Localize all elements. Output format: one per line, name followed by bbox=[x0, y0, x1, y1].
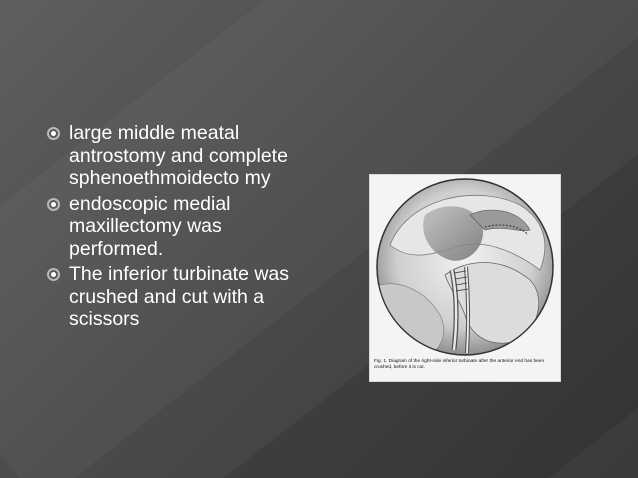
bullet-list bbox=[45, 122, 315, 334]
bullet-icon bbox=[47, 268, 60, 281]
figure-caption: Fig. 1. Diagram of the right-side inferior turbinate after the anterior end has been crushed, before it is cut. bbox=[374, 359, 545, 370]
bullet-icon bbox=[47, 127, 60, 140]
bullet-item bbox=[45, 193, 315, 261]
bullet-item bbox=[45, 122, 315, 190]
endoscopic-figure bbox=[370, 175, 560, 381]
bullet-item bbox=[45, 263, 315, 331]
bullet-text: The inferior turbinate was crushed and cut with a scissors bbox=[69, 263, 290, 330]
bullet-icon bbox=[47, 198, 60, 211]
turbinate-illustration bbox=[370, 175, 560, 359]
bullet-text: large middle meatal antrostomy and complete sphenoethmoidecto my bbox=[69, 122, 288, 189]
bullet-text: endoscopic medial maxillectomy was performed. bbox=[69, 192, 231, 260]
